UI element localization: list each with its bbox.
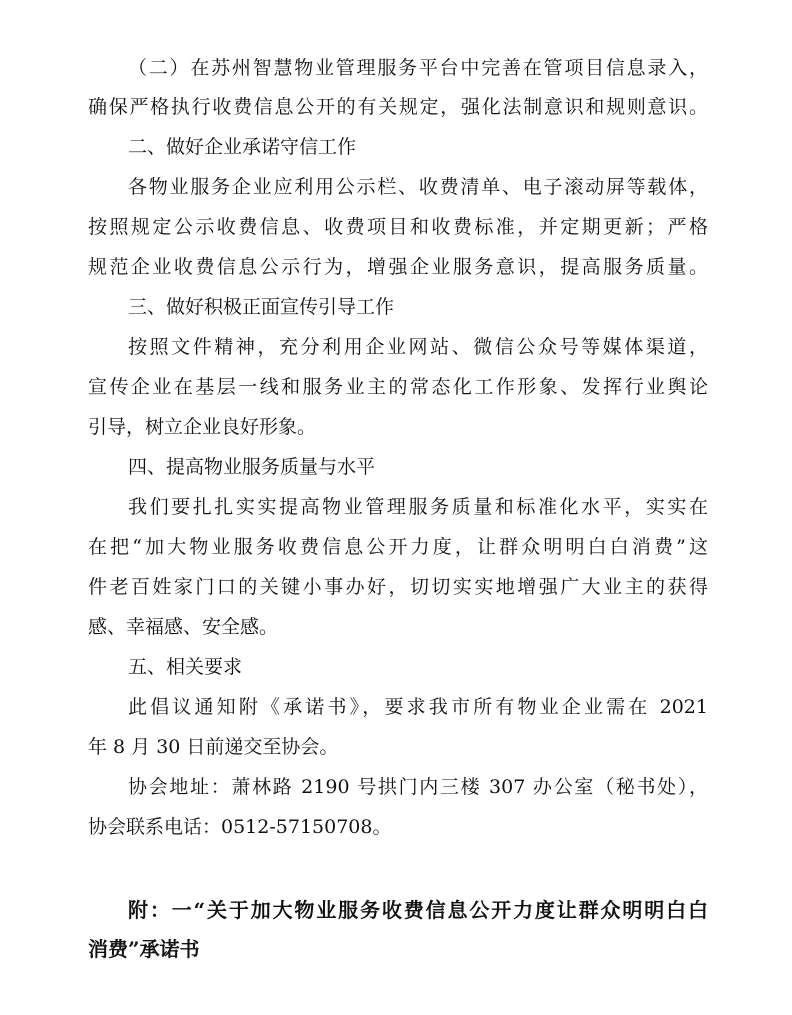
- section-heading-2: 二、做好企业承诺守信工作: [128, 136, 357, 158]
- paragraph-line: 引导，树立企业良好形象。: [88, 416, 317, 438]
- section-heading-3: 三、做好积极正面宣传引导工作: [128, 296, 395, 318]
- association-phone: 协会联系电话：0512-57150708。: [88, 816, 392, 838]
- paragraph-line: 按照文件精神，充分利用企业网站、微信公众号等媒体渠道，: [128, 336, 708, 358]
- attachment-title: 附：一“关于加大物业服务收费信息公开力度让群众明明白白: [128, 898, 708, 922]
- attachment-title-cont: 消费”承诺书: [88, 937, 200, 961]
- paragraph-line: 年 8 月 30 日前递交至协会。: [88, 736, 339, 758]
- paragraph-line: 宣传企业在基层一线和服务业主的常态化工作形象、发挥行业舆论: [88, 376, 708, 398]
- paragraph-line: 我们要扎扎实实提高物业管理服务质量和标准化水平，实实在: [128, 496, 708, 518]
- paragraph-line: 此倡议通知附《承诺书》，要求我市所有物业企业需在 2021: [128, 696, 708, 718]
- section-heading-5: 五、相关要求: [128, 656, 243, 678]
- paragraph-line: 感、幸福感、安全感。: [88, 616, 279, 638]
- paragraph-line: （二）在苏州智慧物业管理服务平台中完善在管项目信息录入，: [128, 57, 708, 79]
- paragraph-line: 确保严格执行收费信息公开的有关规定，强化法制意识和规则意识。: [88, 96, 708, 118]
- paragraph-line: 规范企业收费信息公示行为，增强企业服务意识，提高服务质量。: [88, 256, 708, 278]
- paragraph-line: 各物业服务企业应利用公示栏、收费清单、电子滚动屏等载体，: [128, 176, 708, 198]
- paragraph-line: 按照规定公示收费信息、收费项目和收费标准，并定期更新；严格: [88, 216, 708, 238]
- paragraph-line: 件老百姓家门口的关键小事办好，切切实实地增强广大业主的获得: [88, 576, 708, 598]
- association-address: 协会地址：萧林路 2190 号拱门内三楼 307 办公室（秘书处），: [128, 776, 708, 798]
- section-heading-4: 四、提高物业服务质量与水平: [128, 456, 376, 478]
- paragraph-line: 在把“加大物业服务收费信息公开力度，让群众明明白白消费”这: [88, 536, 708, 558]
